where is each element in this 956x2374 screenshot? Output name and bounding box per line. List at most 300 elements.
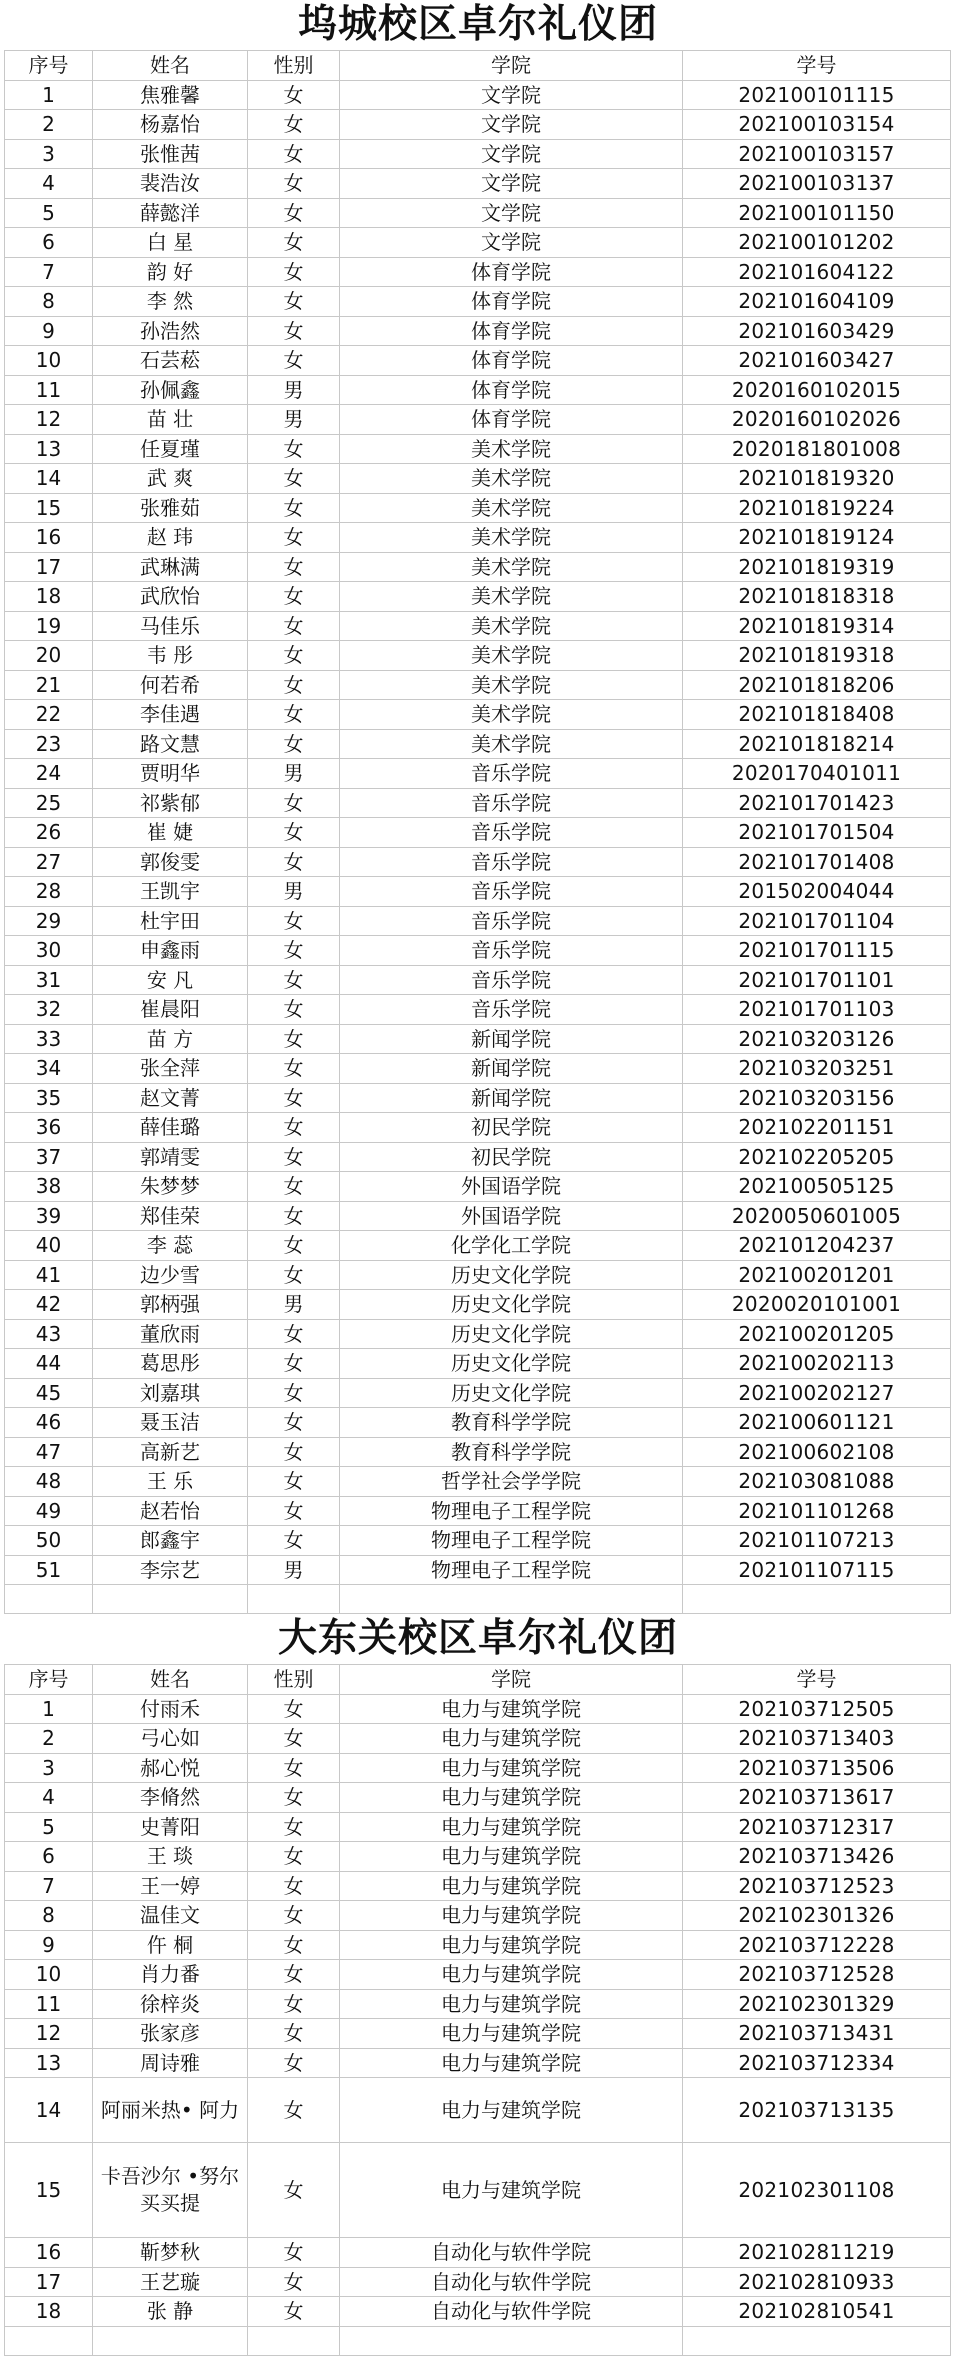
gender-cell: 女	[248, 1408, 340, 1438]
serial-number-cell: 12	[5, 405, 93, 435]
table-row	[5, 2143, 951, 2238]
student-name-cell: 李佳遇	[93, 700, 248, 730]
college-cell: 历史文化学院	[340, 1290, 683, 1320]
serial-number-cell: 4	[5, 169, 93, 199]
table-row	[5, 405, 951, 435]
student-name-cell: 王一婷	[93, 1871, 248, 1901]
gender-cell: 女	[248, 1319, 340, 1349]
table-row	[5, 316, 951, 346]
college-cell: 教育科学学院	[340, 1437, 683, 1467]
student-id-cell: 202101819124	[683, 523, 951, 553]
student-name-cell: 薛懿洋	[93, 198, 248, 228]
student-name-cell: 何若希	[93, 670, 248, 700]
gender-cell: 女	[248, 434, 340, 464]
college-cell: 自动化与软件学院	[340, 2297, 683, 2327]
student-id-cell: 202101107115	[683, 1555, 951, 1585]
student-name-cell: 路文慧	[93, 729, 248, 759]
student-id-cell: 2020170401011	[683, 759, 951, 789]
student-id-cell: 202100202127	[683, 1378, 951, 1408]
college-cell: 电力与建筑学院	[340, 1989, 683, 2019]
college-cell: 电力与建筑学院	[340, 2048, 683, 2078]
empty-cell	[248, 2326, 340, 2355]
serial-number-cell: 31	[5, 965, 93, 995]
serial-number-cell: 17	[5, 552, 93, 582]
serial-number-cell: 12	[5, 2019, 93, 2049]
student-name-cell: 靳梦秋	[93, 2238, 248, 2268]
serial-number-cell: 5	[5, 198, 93, 228]
student-name-cell: 赵 玮	[93, 523, 248, 553]
gender-cell: 女	[248, 1930, 340, 1960]
table-row	[5, 759, 951, 789]
student-name-cell: 郝心悦	[93, 1753, 248, 1783]
student-name-cell: 赵文菁	[93, 1083, 248, 1113]
college-cell: 音乐学院	[340, 936, 683, 966]
college-cell: 美术学院	[340, 611, 683, 641]
student-id-cell: 202102301329	[683, 1989, 951, 2019]
serial-number-cell: 34	[5, 1054, 93, 1084]
gender-cell: 女	[248, 1526, 340, 1556]
empty-cell	[340, 2326, 683, 2355]
serial-number-cell: 1	[5, 1694, 93, 1724]
table-row	[5, 523, 951, 553]
gender-cell: 女	[248, 2297, 340, 2327]
table-row	[5, 1201, 951, 1231]
table-row	[5, 906, 951, 936]
gender-cell: 女	[248, 80, 340, 110]
college-cell: 化学化工学院	[340, 1231, 683, 1261]
student-name-cell: 仵 桐	[93, 1930, 248, 1960]
student-id-cell: 202100201205	[683, 1319, 951, 1349]
student-id-cell: 202101604109	[683, 287, 951, 317]
student-name-cell: 马佳乐	[93, 611, 248, 641]
student-id-cell: 202102301108	[683, 2143, 951, 2238]
student-name-cell: 崔晨阳	[93, 995, 248, 1025]
student-id-cell: 202103713431	[683, 2019, 951, 2049]
student-name-cell: 郭俊雯	[93, 847, 248, 877]
campus-section-dadongguan	[0, 1614, 956, 2356]
student-name-cell: 郭靖雯	[93, 1142, 248, 1172]
gender-cell: 女	[248, 936, 340, 966]
student-name-cell: 弓心如	[93, 1724, 248, 1754]
student-name-cell: 董欣雨	[93, 1319, 248, 1349]
table-row	[5, 2078, 951, 2143]
college-cell: 美术学院	[340, 493, 683, 523]
student-id-cell: 202103712528	[683, 1960, 951, 1990]
column-header-gender: 性别	[248, 1665, 340, 1695]
serial-number-cell: 40	[5, 1231, 93, 1261]
student-name-cell: 周诗雅	[93, 2048, 248, 2078]
gender-cell: 女	[248, 641, 340, 671]
table-row	[5, 346, 951, 376]
gender-cell: 女	[248, 847, 340, 877]
student-name-cell: 张惟茜	[93, 139, 248, 169]
table-row	[5, 1083, 951, 1113]
gender-cell: 女	[248, 1842, 340, 1872]
table-row	[5, 1319, 951, 1349]
gender-cell: 女	[248, 198, 340, 228]
student-id-cell: 202103712317	[683, 1812, 951, 1842]
gender-cell: 女	[248, 1083, 340, 1113]
college-cell: 文学院	[340, 169, 683, 199]
student-name-cell: 李 然	[93, 287, 248, 317]
table-row	[5, 287, 951, 317]
student-name-cell: 赵若怡	[93, 1496, 248, 1526]
student-name-cell: 裴浩汝	[93, 169, 248, 199]
college-cell: 电力与建筑学院	[340, 1783, 683, 1813]
table-row	[5, 2238, 951, 2268]
gender-cell: 女	[248, 257, 340, 287]
gender-cell: 女	[248, 1496, 340, 1526]
serial-number-cell: 6	[5, 228, 93, 258]
student-name-cell: 温佳文	[93, 1901, 248, 1931]
gender-cell: 女	[248, 1724, 340, 1754]
table-row	[5, 1555, 951, 1585]
table-row	[5, 1496, 951, 1526]
gender-cell: 女	[248, 729, 340, 759]
table-row	[5, 700, 951, 730]
gender-cell: 女	[248, 2267, 340, 2297]
student-id-cell: 202101818408	[683, 700, 951, 730]
table-row	[5, 2267, 951, 2297]
college-cell: 体育学院	[340, 316, 683, 346]
gender-cell: 女	[248, 464, 340, 494]
student-id-cell: 202103081088	[683, 1467, 951, 1497]
serial-number-cell: 45	[5, 1378, 93, 1408]
college-cell: 电力与建筑学院	[340, 2143, 683, 2238]
college-cell: 体育学院	[340, 375, 683, 405]
college-cell: 物理电子工程学院	[340, 1555, 683, 1585]
student-id-cell: 202100202113	[683, 1349, 951, 1379]
college-cell: 音乐学院	[340, 877, 683, 907]
student-name-cell: 韵 好	[93, 257, 248, 287]
student-name-cell: 张 静	[93, 2297, 248, 2327]
table-row	[5, 2048, 951, 2078]
table-row	[5, 1260, 951, 1290]
serial-number-cell: 46	[5, 1408, 93, 1438]
gender-cell: 女	[248, 1378, 340, 1408]
college-cell: 美术学院	[340, 464, 683, 494]
serial-number-cell: 20	[5, 641, 93, 671]
student-name-cell: 李宗艺	[93, 1555, 248, 1585]
serial-number-cell: 8	[5, 1901, 93, 1931]
student-name-cell: 苗 壮	[93, 405, 248, 435]
table-header-row	[5, 1665, 951, 1695]
table-row	[5, 2019, 951, 2049]
serial-number-cell: 3	[5, 1753, 93, 1783]
college-cell: 电力与建筑学院	[340, 1960, 683, 1990]
student-id-cell: 2020050601005	[683, 1201, 951, 1231]
college-cell: 文学院	[340, 139, 683, 169]
empty-cell	[93, 2326, 248, 2355]
student-id-cell: 202100602108	[683, 1437, 951, 1467]
college-cell: 美术学院	[340, 434, 683, 464]
table-row	[5, 847, 951, 877]
gender-cell: 男	[248, 1555, 340, 1585]
section-title: 大东关校区卓尔礼仪团	[277, 1616, 678, 1661]
empty-cell	[683, 1585, 951, 1614]
college-cell: 文学院	[340, 198, 683, 228]
serial-number-cell: 7	[5, 1871, 93, 1901]
college-cell: 历史文化学院	[340, 1260, 683, 1290]
serial-number-cell: 19	[5, 611, 93, 641]
college-cell: 自动化与软件学院	[340, 2267, 683, 2297]
student-name-cell: 杨嘉怡	[93, 110, 248, 140]
gender-cell: 女	[248, 1901, 340, 1931]
gender-cell: 女	[248, 316, 340, 346]
table-row	[5, 1812, 951, 1842]
college-cell: 文学院	[340, 80, 683, 110]
gender-cell: 男	[248, 405, 340, 435]
student-name-cell: 王艺璇	[93, 2267, 248, 2297]
serial-number-cell: 15	[5, 493, 93, 523]
table-row	[5, 1054, 951, 1084]
student-id-cell: 202100505125	[683, 1172, 951, 1202]
student-name-cell: 徐梓炎	[93, 1989, 248, 2019]
student-name-cell: 王 琰	[93, 1842, 248, 1872]
college-cell: 文学院	[340, 110, 683, 140]
student-name-cell: 张全萍	[93, 1054, 248, 1084]
serial-number-cell: 10	[5, 346, 93, 376]
gender-cell: 女	[248, 995, 340, 1025]
table-row	[5, 1930, 951, 1960]
student-name-cell: 肖力番	[93, 1960, 248, 1990]
empty-row	[5, 2326, 951, 2355]
student-id-cell: 202103712505	[683, 1694, 951, 1724]
student-name-cell: 薛佳璐	[93, 1113, 248, 1143]
table-row	[5, 788, 951, 818]
college-cell: 电力与建筑学院	[340, 1724, 683, 1754]
student-name-cell: 崔 婕	[93, 818, 248, 848]
serial-number-cell: 18	[5, 582, 93, 612]
table-row	[5, 1231, 951, 1261]
gender-cell: 男	[248, 375, 340, 405]
column-header-serial-number: 序号	[5, 1665, 93, 1695]
table-row	[5, 1989, 951, 2019]
serial-number-cell: 13	[5, 434, 93, 464]
serial-number-cell: 11	[5, 375, 93, 405]
student-id-cell: 202103712228	[683, 1930, 951, 1960]
serial-number-cell: 51	[5, 1555, 93, 1585]
serial-number-cell: 35	[5, 1083, 93, 1113]
gender-cell: 女	[248, 1989, 340, 2019]
serial-number-cell: 21	[5, 670, 93, 700]
college-cell: 哲学社会学学院	[340, 1467, 683, 1497]
serial-number-cell: 30	[5, 936, 93, 966]
empty-cell	[248, 1585, 340, 1614]
gender-cell: 女	[248, 1812, 340, 1842]
table-row	[5, 1172, 951, 1202]
college-cell: 新闻学院	[340, 1083, 683, 1113]
gender-cell: 女	[248, 788, 340, 818]
serial-number-cell: 18	[5, 2297, 93, 2327]
student-id-cell: 202100103154	[683, 110, 951, 140]
student-id-cell: 202103712334	[683, 2048, 951, 2078]
gender-cell: 女	[248, 287, 340, 317]
gender-cell: 女	[248, 1783, 340, 1813]
college-cell: 历史文化学院	[340, 1319, 683, 1349]
serial-number-cell: 22	[5, 700, 93, 730]
empty-cell	[5, 2326, 93, 2355]
empty-cell	[340, 1585, 683, 1614]
serial-number-cell: 14	[5, 464, 93, 494]
student-name-cell: 杜宇田	[93, 906, 248, 936]
gender-cell: 女	[248, 611, 340, 641]
student-id-cell: 202101101268	[683, 1496, 951, 1526]
serial-number-cell: 44	[5, 1349, 93, 1379]
roster-table	[4, 50, 951, 1614]
gender-cell: 女	[248, 1467, 340, 1497]
table-row	[5, 552, 951, 582]
student-id-cell: 202102810541	[683, 2297, 951, 2327]
table-row	[5, 729, 951, 759]
student-name-cell: 贾明华	[93, 759, 248, 789]
student-id-cell: 201502004044	[683, 877, 951, 907]
table-row	[5, 1378, 951, 1408]
college-cell: 电力与建筑学院	[340, 1871, 683, 1901]
table-row	[5, 464, 951, 494]
gender-cell: 女	[248, 1054, 340, 1084]
serial-number-cell: 17	[5, 2267, 93, 2297]
table-row	[5, 2297, 951, 2327]
student-name-cell: 张雅茹	[93, 493, 248, 523]
table-row	[5, 965, 951, 995]
serial-number-cell: 25	[5, 788, 93, 818]
college-cell: 体育学院	[340, 346, 683, 376]
gender-cell: 女	[248, 1753, 340, 1783]
college-cell: 历史文化学院	[340, 1349, 683, 1379]
student-id-cell: 202102811219	[683, 2238, 951, 2268]
serial-number-cell: 24	[5, 759, 93, 789]
gender-cell: 女	[248, 1960, 340, 1990]
column-header-gender: 性别	[248, 51, 340, 81]
gender-cell: 女	[248, 818, 340, 848]
student-name-cell: 焦雅馨	[93, 80, 248, 110]
student-id-cell: 202101818206	[683, 670, 951, 700]
gender-cell: 女	[248, 1113, 340, 1143]
student-name-cell: 卡吾沙尔 •努尔买买提	[93, 2143, 248, 2238]
table-row	[5, 1349, 951, 1379]
table-row	[5, 198, 951, 228]
table-row	[5, 434, 951, 464]
serial-number-cell: 7	[5, 257, 93, 287]
table-row	[5, 1526, 951, 1556]
student-id-cell: 202101701423	[683, 788, 951, 818]
serial-number-cell: 1	[5, 80, 93, 110]
gender-cell: 男	[248, 1290, 340, 1320]
gender-cell: 女	[248, 110, 340, 140]
student-name-cell: 郎鑫宇	[93, 1526, 248, 1556]
student-id-cell: 202101701104	[683, 906, 951, 936]
gender-cell: 女	[248, 582, 340, 612]
table-row	[5, 995, 951, 1025]
student-name-cell: 武欣怡	[93, 582, 248, 612]
table-row	[5, 169, 951, 199]
college-cell: 美术学院	[340, 641, 683, 671]
student-id-cell: 2020181801008	[683, 434, 951, 464]
student-id-cell: 2020020101001	[683, 1290, 951, 1320]
college-cell: 音乐学院	[340, 788, 683, 818]
college-cell: 电力与建筑学院	[340, 1842, 683, 1872]
serial-number-cell: 16	[5, 523, 93, 553]
serial-number-cell: 47	[5, 1437, 93, 1467]
table-row	[5, 1871, 951, 1901]
serial-number-cell: 9	[5, 1930, 93, 1960]
college-cell: 新闻学院	[340, 1024, 683, 1054]
student-id-cell: 202101701504	[683, 818, 951, 848]
serial-number-cell: 10	[5, 1960, 93, 1990]
table-row	[5, 1437, 951, 1467]
student-id-cell: 202100103137	[683, 169, 951, 199]
gender-cell: 女	[248, 523, 340, 553]
serial-number-cell: 27	[5, 847, 93, 877]
gender-cell: 女	[248, 2019, 340, 2049]
serial-number-cell: 9	[5, 316, 93, 346]
serial-number-cell: 32	[5, 995, 93, 1025]
student-id-cell: 202103713135	[683, 2078, 951, 2143]
student-id-cell: 202103713617	[683, 1783, 951, 1813]
table-row	[5, 818, 951, 848]
gender-cell: 女	[248, 346, 340, 376]
student-id-cell: 202103203156	[683, 1083, 951, 1113]
student-id-cell: 202100103157	[683, 139, 951, 169]
student-id-cell: 202103713403	[683, 1724, 951, 1754]
gender-cell: 女	[248, 1437, 340, 1467]
college-cell: 物理电子工程学院	[340, 1496, 683, 1526]
serial-number-cell: 2	[5, 1724, 93, 1754]
serial-number-cell: 43	[5, 1319, 93, 1349]
student-id-cell: 202100201201	[683, 1260, 951, 1290]
student-id-cell: 202102201151	[683, 1113, 951, 1143]
college-cell: 美术学院	[340, 700, 683, 730]
table-row	[5, 493, 951, 523]
serial-number-cell: 13	[5, 2048, 93, 2078]
serial-number-cell: 8	[5, 287, 93, 317]
gender-cell: 女	[248, 228, 340, 258]
gender-cell: 女	[248, 1260, 340, 1290]
gender-cell: 男	[248, 877, 340, 907]
college-cell: 电力与建筑学院	[340, 2019, 683, 2049]
student-id-cell: 202103203126	[683, 1024, 951, 1054]
student-name-cell: 武 爽	[93, 464, 248, 494]
serial-number-cell: 50	[5, 1526, 93, 1556]
column-header-student-name: 姓名	[93, 51, 248, 81]
college-cell: 音乐学院	[340, 818, 683, 848]
gender-cell: 女	[248, 1871, 340, 1901]
college-cell: 体育学院	[340, 405, 683, 435]
college-cell: 历史文化学院	[340, 1378, 683, 1408]
table-row	[5, 670, 951, 700]
column-header-college: 学院	[340, 51, 683, 81]
gender-cell: 女	[248, 1231, 340, 1261]
college-cell: 美术学院	[340, 552, 683, 582]
gender-cell: 男	[248, 759, 340, 789]
student-id-cell: 202101107213	[683, 1526, 951, 1556]
gender-cell: 女	[248, 2143, 340, 2238]
student-id-cell: 202101819319	[683, 552, 951, 582]
college-cell: 外国语学院	[340, 1201, 683, 1231]
gender-cell: 女	[248, 670, 340, 700]
roster-table	[4, 1664, 951, 2356]
gender-cell: 女	[248, 139, 340, 169]
student-name-cell: 张家彦	[93, 2019, 248, 2049]
table-row	[5, 936, 951, 966]
student-id-cell: 202101603427	[683, 346, 951, 376]
student-name-cell: 祁紫郁	[93, 788, 248, 818]
gender-cell: 女	[248, 169, 340, 199]
table-row	[5, 582, 951, 612]
serial-number-cell: 36	[5, 1113, 93, 1143]
serial-number-cell: 48	[5, 1467, 93, 1497]
